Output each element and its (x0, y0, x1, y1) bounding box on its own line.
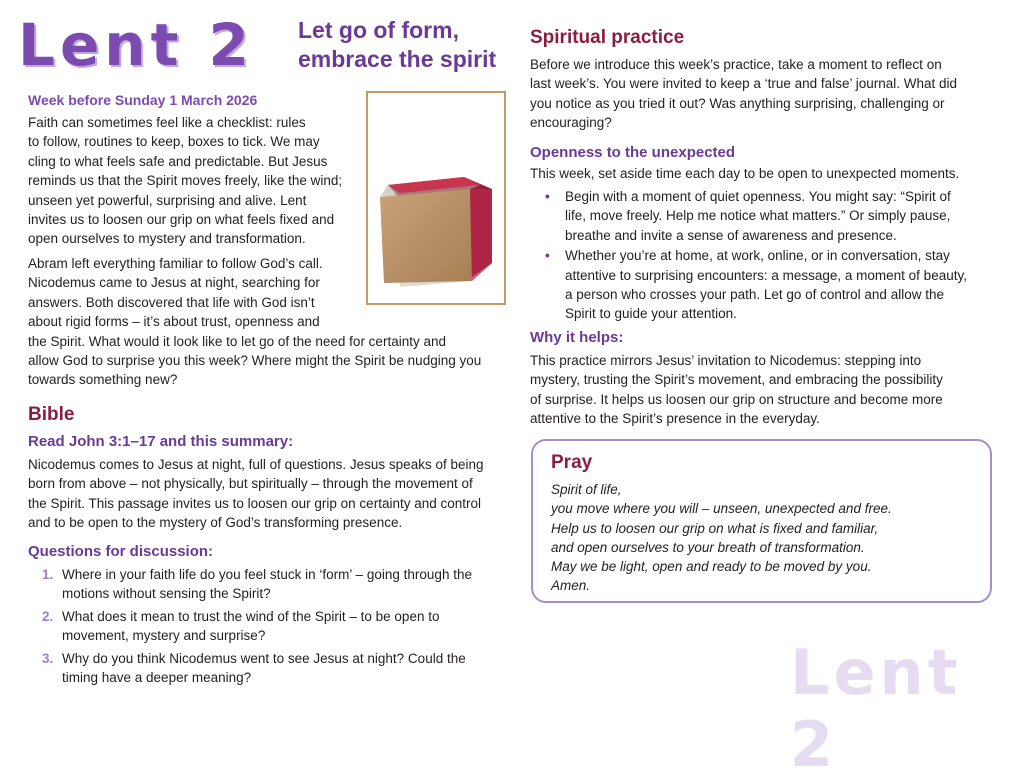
text-line: the Spirit. This passage invites us to loosen our grip on certainty and control (28, 495, 482, 511)
list-item (42, 607, 512, 646)
question-number: 3. (42, 650, 54, 666)
text-line: open ourselves to mystery and transformation. (28, 231, 306, 247)
question-number: 2. (42, 608, 54, 624)
text-line: cling to what feels safe and predictable. But Jesus (28, 153, 328, 169)
bullet-marker: • (545, 248, 550, 264)
prayer-line: Help us to loosen our grip on what is fixed and familiar, (551, 520, 879, 536)
why-heading: Why it helps: (530, 329, 624, 346)
list-item (545, 187, 995, 245)
text-line: allow God to surprise you this week? Where might the Spirit be nudging you (28, 353, 482, 369)
text-line: towards something new? (28, 372, 178, 388)
text-line: Abram left everything familiar to follow God’s call. (28, 256, 323, 271)
cardboard-box-icon (368, 93, 504, 303)
practice-bullets (545, 187, 995, 324)
text-line: Faith can sometimes feel like a checklist: rules (28, 115, 306, 130)
text-line: answers. Both discovered that life with God isn’t (28, 294, 315, 310)
questions-heading: Questions for discussion: (28, 543, 214, 560)
bible-summary (28, 455, 484, 533)
practice-intro (530, 55, 957, 133)
prayer-line: Amen. (551, 578, 591, 594)
text-line: Nicodemus came to Jesus at night, searching for (28, 275, 320, 291)
text-line: Spirit to guide your attention. (565, 306, 737, 322)
text-line: last week’s. You were invited to keep a ‘true and false’ journal. What did (530, 76, 958, 92)
text-line: about rigid forms – it’s about trust, openness and (28, 314, 320, 330)
text-line: reminds us that the Spirit moves freely, like the wind; (28, 173, 343, 189)
prayer-text (551, 480, 892, 596)
questions-list (42, 565, 512, 687)
question-number: 1. (42, 567, 54, 582)
text-line: timing have a deeper meaning? (62, 670, 252, 686)
text-line: What does it mean to trust the wind of the Spirit – to be open to (62, 608, 440, 624)
text-line: the Spirit. What would it look like to let go of the need for certainty and (28, 333, 446, 349)
pray-heading: Pray (551, 452, 593, 473)
pray-box (531, 439, 992, 603)
text-line: breathe and invite a sense of awareness and presence. (565, 227, 897, 243)
tagline-line-1: Let go of form, (298, 17, 459, 43)
text-line: Begin with a moment of quiet openness. You might say: “Spirit of (565, 189, 951, 204)
text-line: mystery, trusting the Spirit’s movement, and embracing the possibility (530, 372, 943, 388)
lent-watermark: Lent 2 (790, 636, 962, 781)
intro-paragraph-1 (28, 113, 342, 249)
why-text (530, 351, 943, 429)
text-line: born from above – not physically, but spiritually – through the movement of (28, 476, 473, 492)
text-line: a person who crosses your path. Let go of control and allow the (565, 287, 944, 303)
text-line: Whether you’re at home, at work, online, or in conversation, stay (565, 248, 950, 264)
list-item (545, 246, 995, 324)
text-line: unseen yet powerful, surprising and alive. Lent (28, 192, 307, 208)
text-line: of surprise. It helps us loosen our grip on structure and become more (530, 391, 943, 407)
openness-heading: Openness to the unexpected (530, 144, 736, 161)
text-line: Where in your faith life do you feel stuck in ‘form’ – going through the (62, 567, 472, 582)
text-line: movement, mystery and surprise? (62, 628, 266, 644)
box-photo (366, 91, 506, 305)
text-line: encouraging? (530, 115, 612, 131)
prayer-line: Spirit of life, (551, 482, 622, 497)
text-line: attentive to the Spirit’s presence in the everyday. (530, 411, 820, 427)
text-line: motions without sensing the Spirit? (62, 586, 271, 602)
text-line: to follow, routines to keep, boxes to tick. We may (28, 134, 320, 150)
bible-reading-subheading: Read John 3:1–17 and this summary: (28, 433, 294, 450)
prayer-line: and open ourselves to your breath of transformation. (551, 539, 865, 555)
text-line: and to be open to the mystery of God’s transforming presence. (28, 515, 403, 531)
text-line: Before we introduce this week’s practice, take a moment to reflect on (530, 57, 942, 72)
text-line: Why do you think Nicodemus went to see Jesus at night? Could the (62, 650, 466, 666)
page-tagline (298, 16, 513, 74)
bible-heading: Bible (28, 404, 75, 425)
list-item (42, 565, 512, 604)
text-line: you notice as you tried it out? Was anything surprising, challenging or (530, 95, 945, 111)
list-item (42, 649, 512, 688)
tagline-line-2: embrace the spirit (298, 46, 497, 72)
text-line: life, move freely. Help me notice what matters.” Or simply pause, (565, 208, 951, 224)
prayer-line: May we be light, open and ready to be moved by you. (551, 559, 872, 575)
openness-text: This week, set aside time each day to be open to unexpected moments. (530, 166, 960, 181)
text-line: attentive to surprising encounters: a message, a moment of beauty, (565, 267, 967, 283)
text-line: Nicodemus comes to Jesus at night, full of questions. Jesus speaks of being (28, 457, 484, 472)
practice-heading: Spiritual practice (530, 27, 685, 48)
week-date: Week before Sunday 1 March 2026 (28, 92, 258, 108)
lent-brand-title: Lent 2 (18, 11, 254, 79)
text-line: invites us to loosen our grip on what feels fixed and (28, 212, 335, 228)
prayer-line: you move where you will – unseen, unexpected and free. (551, 501, 892, 517)
bullet-marker: • (545, 189, 550, 204)
text-line: This practice mirrors Jesus’ invitation to Nicodemus: stepping into (530, 353, 922, 368)
